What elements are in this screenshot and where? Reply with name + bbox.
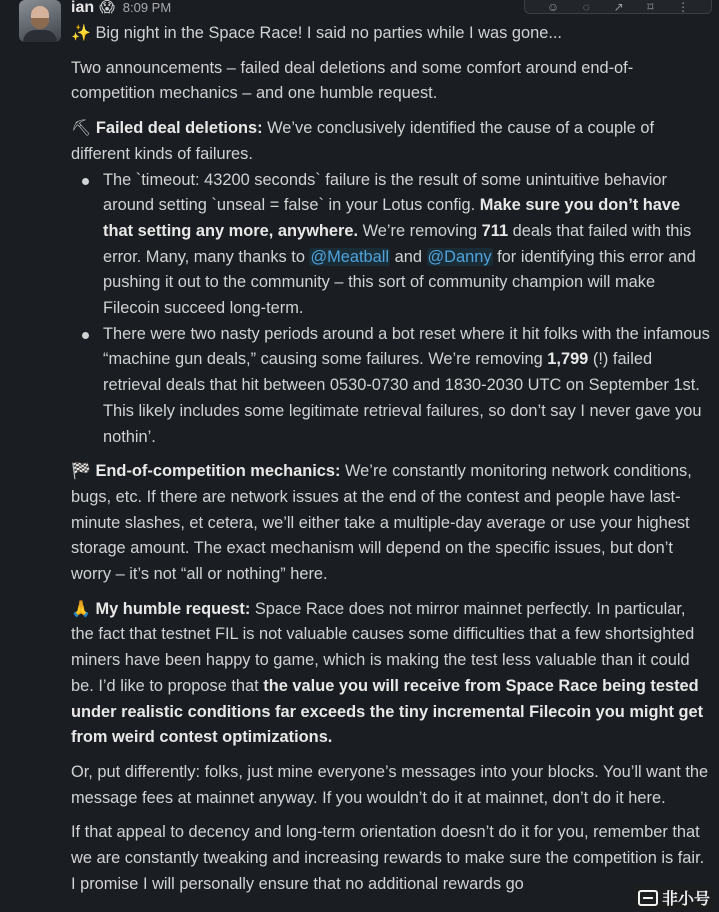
paragraph-put-differently: Or, put differently: folks, just mine everyone’s messages into your blocks. You’ll want the message fees at mainnet anyway. If you wouldn’t do it at mainnet, don’t do it here. — [71, 762, 709, 807]
section-failed-deals — [71, 116, 711, 167]
summary-paragraph: Two announcements – failed deal deletions and some comfort around end-of-competition mechanics – and one humble request. — [71, 58, 634, 103]
avatar-beard — [31, 18, 49, 29]
pick-icon: ⛏ — [71, 120, 92, 138]
watermark-logo-icon — [638, 890, 658, 906]
intro-text: Big night in the Space Race! I said no parties while I was gone... — [95, 24, 562, 42]
failed-deals-list — [71, 168, 711, 451]
mention-danny[interactable]: @Danny — [427, 247, 492, 266]
mention-meatball[interactable]: @Meatball — [310, 247, 390, 266]
message-header — [71, 0, 171, 20]
message-actions-toolbar — [524, 0, 712, 14]
share-icon[interactable]: ↗ — [613, 0, 624, 14]
section-text: We’ve conclusively identified the cause of a couple of different kinds of failures. — [71, 119, 655, 163]
list-item — [103, 168, 711, 322]
list-item-bold: 1,799 — [547, 350, 589, 369]
section-end-of-competition — [71, 459, 711, 588]
list-item-text: We’re removing — [358, 221, 482, 240]
avatar-body — [23, 30, 57, 42]
watermark-text: 非小号 — [661, 891, 710, 908]
list-item-text: for identifying this error and pushing it out to the community – this sort of community champion will make Filecoin succeed long-term. — [103, 247, 696, 318]
checkered-flag-icon: 🏁 — [71, 463, 91, 481]
section-heading: My humble request: — [95, 599, 251, 618]
emoji-reaction-icon[interactable]: ☺ — [546, 0, 560, 14]
folded-hands-icon: 🙏 — [71, 600, 91, 618]
list-item — [103, 322, 711, 451]
message-body — [71, 21, 711, 898]
section-text: Space Race does not mirror mainnet perfectly. In particular, the fact that testnet FIL is not valuable causes some difficulties that a few shortsighted miners have been happy to game, which is making the test less valuable than it could be. I’d like to propose that — [71, 599, 695, 695]
list-item-text: (!) failed retrieval deals that hit between 0530-0730 and 1830-2030 UTC on September 1st. This likely includes some legitimate retrieval failures, so don’t say I never gave you nothin’. — [103, 350, 702, 446]
list-item-text: and — [390, 247, 427, 266]
list-item-bold: 711 — [481, 221, 509, 240]
bookmark-icon[interactable]: ⌑ — [647, 0, 654, 14]
section-heading: Failed deal deletions: — [95, 119, 263, 138]
avatar[interactable] — [19, 0, 61, 42]
paragraph-last: If that appeal to decency and long-term orientation doesn’t do it for you, remember that we are constantly tweaking and increasing rewards to make sure the competition is fair. I promise I will personally ensure that no additional rewards go — [71, 823, 705, 893]
message-timestamp[interactable]: 8:09 PM — [122, 0, 172, 15]
author-name[interactable]: ian — [71, 0, 95, 16]
status-emoji-icon[interactable]: 😱 — [99, 0, 115, 16]
list-item-text: There were two nasty periods around a bot reset where it hit folks with the infamous “machine gun deals,” causing some failures. We’re removing — [103, 324, 710, 369]
section-bold-text: the value you will receive from Space Race being tested under realistic conditions far exceeds the tiny incremental Filecoin you might get from weird contest optimizations. — [71, 676, 704, 747]
list-item-text: The `timeout: 43200 seconds` failure is the result of some unintuitive behavior around setting `unseal = false` in your Lotus config. — [103, 170, 667, 215]
intro-paragraph — [71, 21, 711, 47]
section-heading: End-of-competition mechanics: — [95, 462, 341, 481]
section-text: We’re constantly monitoring network conditions, bugs, etc. If there are network issues at the end of the contest and people have last-minute slashes, et cetera, we’ll either take a multiple-day average or use your highest storage amount. The exact mechanism will depend on the specific issues, but don’t worry – it’s not “all or nothing” here. — [71, 462, 692, 584]
more-icon[interactable]: ⋮ — [677, 0, 690, 14]
sparkles-icon: ✨ — [71, 25, 91, 42]
section-humble-request — [71, 597, 711, 751]
reply-icon[interactable]: ◌ — [582, 0, 590, 14]
list-item-text: deals that failed with this error. Many, many thanks to — [103, 221, 692, 266]
watermark — [633, 885, 715, 910]
list-item-bold: Make sure you don’t have that setting any more, anywhere. — [103, 196, 681, 240]
